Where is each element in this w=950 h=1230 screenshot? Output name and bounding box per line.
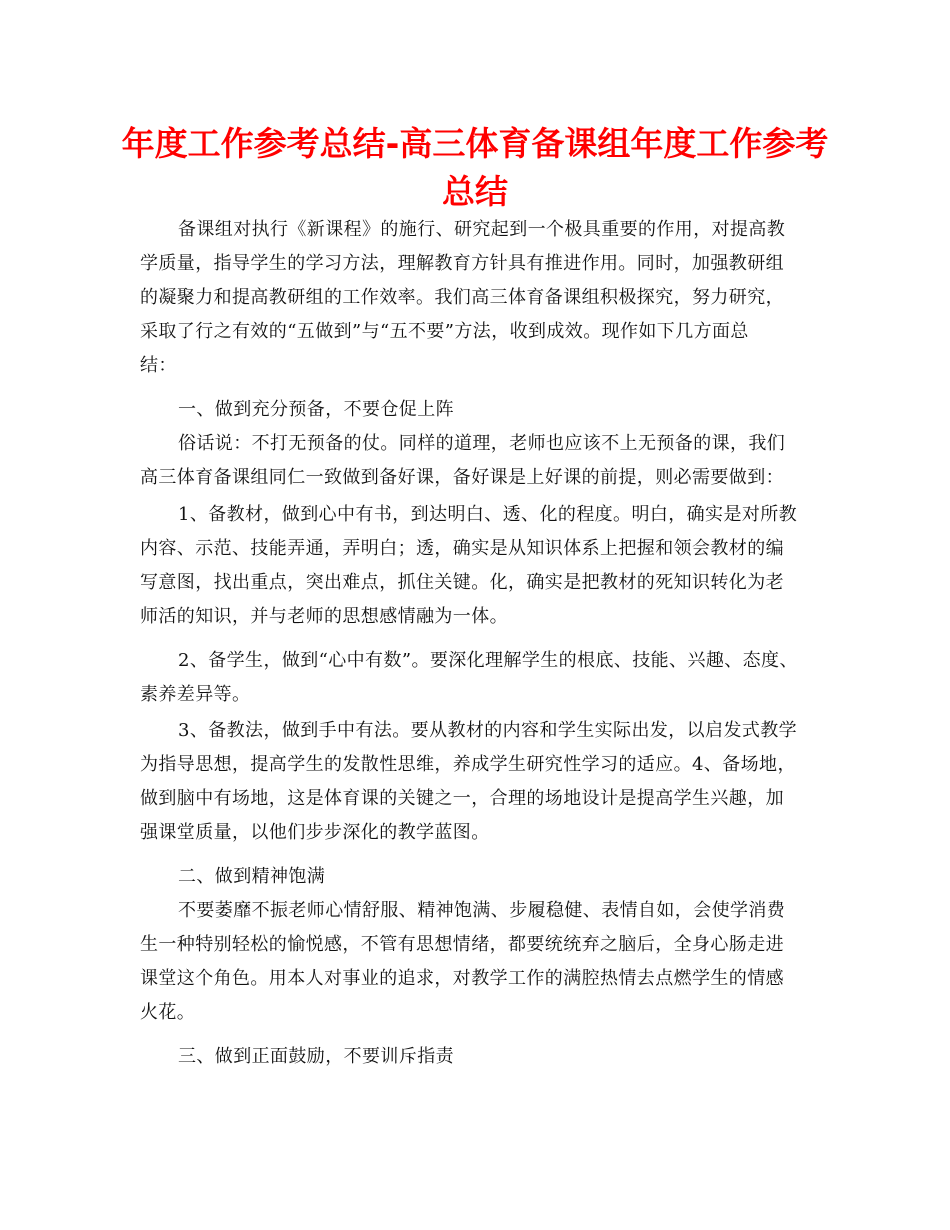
body-line: 写意图，找出重点，突出难点，抓住关键。化，确实是把教材的死知识转化为老 (140, 572, 784, 593)
body-line: 采取了行之有效的“五做到”与“五不要”方法，收到成效。现作如下几方面总 (140, 321, 749, 342)
body-line: 课堂这个角色。用本人对事业的追求，对教学工作的满腔热情去点燃学生的情感 (140, 968, 784, 989)
body-line: 火花。 (140, 1002, 196, 1023)
body-line: 内容、示范、技能弄通，弄明白；透，确实是从知识体系上把握和领会教材的编 (140, 538, 784, 559)
body-line: 2、备学生，做到“心中有数”。要深化理解学生的根底、技能、兴趣、态度、 (178, 650, 798, 671)
document-title: 年度工作参考总结-高三体育备课组年度工作参考总结 (121, 124, 829, 211)
section-heading: 一、做到充分预备，不要仓促上阵 (178, 399, 454, 420)
body-line: 学质量，指导学生的学习方法，理解教育方针具有推进作用。同时，加强教研组 (140, 253, 784, 274)
body-line: 师活的知识，并与老师的思想感情融为一体。 (140, 606, 508, 627)
body-line: 的凝聚力和提高教研组的工作效率。我们高三体育备课组积极探究，努力研究， (140, 287, 784, 308)
body-line: 做到脑中有场地，这是体育课的关键之一，合理的场地设计是提高学生兴趣，加 (140, 788, 784, 809)
section-heading: 二、做到精神饱满 (178, 866, 326, 887)
body-line: 3、备教法，做到手中有法。要从教材的内容和学生实际出发，以启发式教学 (178, 720, 798, 741)
body-line: 生一种特别轻松的愉悦感，不管有思想情绪，都要统统弃之脑后，全身心肠走进 (140, 934, 784, 955)
body-line: 为指导思想，提高学生的发散性思维，养成学生研究性学习的适应。4、备场地， (140, 754, 796, 775)
body-line: 结： (140, 355, 177, 376)
section-heading: 三、做到正面鼓励，不要训斥指责 (178, 1046, 454, 1067)
body-line: 俗话说：不打无预备的仗。同样的道理，老师也应该不上无预备的课，我们 (178, 433, 786, 454)
body-line: 1、备教材，做到心中有书，到达明白、透、化的程度。明白，确实是对所教 (178, 504, 798, 525)
body-line: 备课组对执行《新课程》的施行、研究起到一个极具重要的作用，对提高教 (178, 219, 786, 240)
body-line: 不要萎靡不振老师心情舒服、精神饱满、步履稳健、表情自如，会使学消费 (178, 900, 786, 921)
body-line: 高三体育备课组同仁一致做到备好课，备好课是上好课的前提，则必需要做到： (140, 467, 784, 488)
body-line: 素养差异等。 (140, 684, 251, 705)
body-line: 强课堂质量，以他们步步深化的教学蓝图。 (140, 822, 490, 843)
